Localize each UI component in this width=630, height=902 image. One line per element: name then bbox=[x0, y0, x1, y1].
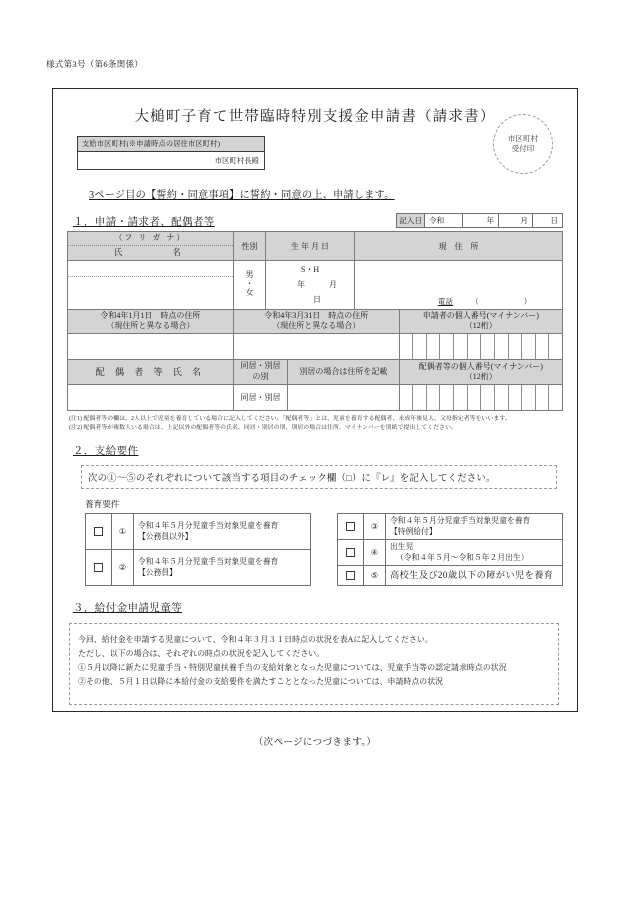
address-jan-header-l2: （現住所と異なる場合） bbox=[106, 321, 195, 331]
telephone-label: 電話 bbox=[437, 296, 454, 306]
reception-seal-circle bbox=[493, 114, 553, 174]
address-mar-header bbox=[233, 309, 399, 334]
name-input[interactable] bbox=[68, 277, 233, 307]
telephone-field[interactable] bbox=[438, 296, 542, 307]
past-address-input-row bbox=[68, 334, 563, 360]
cohabitation-header-l2: の別 bbox=[252, 371, 269, 381]
checkbox-icon[interactable] bbox=[346, 571, 355, 580]
form-sheet bbox=[52, 88, 578, 712]
mynumber-digit-cell[interactable] bbox=[549, 334, 562, 359]
mynumber-digit-cell[interactable] bbox=[427, 334, 441, 359]
cohabitation-header bbox=[233, 360, 287, 385]
checkbox-cell-1[interactable] bbox=[86, 514, 112, 550]
mynumber-digit-cell[interactable] bbox=[481, 334, 495, 359]
checkbox-label-4 bbox=[386, 540, 563, 566]
entry-date-month[interactable]: 月 bbox=[499, 214, 533, 228]
section1-heading: １．申請・請求者、配偶者等 bbox=[73, 217, 215, 228]
mynumber-digit-cell[interactable] bbox=[536, 385, 550, 410]
mynumber-spouse-header-l2: （12桁） bbox=[464, 371, 497, 381]
form-code: 様式第3号（第6条関係） bbox=[46, 59, 144, 69]
name-header: 氏 名 bbox=[113, 247, 187, 257]
section3-line-1: 今回、給付金を申請する児童について、令和４年３月３１日時点の状況を表Aに記入してください。 bbox=[78, 635, 433, 645]
section3-body bbox=[69, 623, 559, 705]
dob-ymd: 年 月 日 bbox=[297, 280, 362, 305]
note-1: (注1) 配偶者等の欄は、2人以上で児童を養育している場合に記入してください。「配偶者等」とは、児童を養育する配偶者、未成年後見人、父母指定者等をいいます。 bbox=[69, 415, 511, 422]
mynumber-digit-cell[interactable] bbox=[440, 334, 454, 359]
checkbox-label-5: 高校生及び20歳以下の障がい児を養育 bbox=[386, 566, 563, 586]
checkbox-label-2-l1: 令和４年５月分児童手当対象児童を養育 bbox=[138, 557, 279, 567]
checkbox-label-3-l1: 令和４年５月分児童手当対象児童を養育 bbox=[390, 516, 531, 526]
mynumber-digit-cell[interactable] bbox=[400, 334, 414, 359]
mynumber-digit-cell[interactable] bbox=[413, 334, 427, 359]
checkbox-table-right bbox=[337, 513, 563, 586]
spouse-name-header: 配 偶 者 等 氏 名 bbox=[68, 360, 234, 385]
checkbox-label-1 bbox=[134, 514, 311, 550]
mynumber-digit-cell[interactable] bbox=[522, 334, 536, 359]
page-title: 大槌町子育て世帯臨時特別支援金申請書（請求書） bbox=[134, 109, 496, 125]
address-jan-header bbox=[68, 309, 234, 334]
mynumber-digit-cell[interactable] bbox=[509, 334, 523, 359]
spouse-header-row bbox=[68, 360, 563, 385]
section2-instruction: 次の①～⑤のそれぞれについて該当する項目のチェック欄（□）に『レ』を記入してください。 bbox=[81, 465, 557, 489]
past-address-header-row bbox=[68, 309, 563, 334]
checkbox-row[interactable] bbox=[338, 540, 563, 566]
mynumber-digit-cell[interactable] bbox=[440, 385, 454, 410]
checkbox-label-1-l1: 令和４年５月分児童手当対象児童を養育 bbox=[138, 521, 279, 531]
checkbox-cell-3[interactable] bbox=[338, 514, 364, 540]
checkbox-columns bbox=[85, 513, 563, 586]
furigana-input[interactable] bbox=[68, 262, 233, 277]
checkbox-row[interactable] bbox=[86, 550, 311, 586]
checkbox-icon[interactable] bbox=[346, 548, 355, 557]
section2-heading: ２．支給要件 bbox=[73, 446, 139, 458]
checkbox-icon[interactable] bbox=[94, 563, 103, 572]
mynumber-digit-cell[interactable] bbox=[509, 385, 523, 410]
municipality-box bbox=[77, 136, 265, 170]
seal-line-1: 市区町村 bbox=[507, 133, 539, 143]
municipality-box-header: 支給市区町村(※申請時点の居住市区町村) bbox=[78, 137, 264, 152]
checkbox-label-4-l1: 出生児 bbox=[390, 542, 414, 552]
telephone-paren: （ ） bbox=[471, 296, 542, 306]
form-inner bbox=[67, 99, 563, 703]
section1-notes bbox=[69, 415, 563, 433]
checkbox-row[interactable] bbox=[86, 514, 311, 550]
municipality-row bbox=[67, 130, 563, 176]
mynumber-digit-cell[interactable] bbox=[495, 334, 509, 359]
checkbox-cell-4[interactable] bbox=[338, 540, 364, 566]
address-mar-header-l1: 令和4年3月31日 時点の住所 bbox=[264, 310, 369, 320]
section1-header-row bbox=[67, 213, 563, 230]
applicant-table bbox=[67, 231, 563, 310]
separate-address-input[interactable] bbox=[288, 384, 399, 410]
section2-sub-label: 養育要件 bbox=[85, 499, 120, 510]
mynumber-applicant-header-l2: （12桁） bbox=[464, 321, 497, 331]
mynumber-digit-cell[interactable] bbox=[413, 385, 427, 410]
mynumber-spouse-header bbox=[399, 360, 562, 385]
entry-date-year[interactable]: 年 bbox=[463, 214, 499, 228]
checkbox-cell-2[interactable] bbox=[86, 550, 112, 586]
note-2: (注2) 配偶者等が複数人いる場合は、上記以外の配偶者等の氏名、同居・別居の別、別居の場合は住所、マイナンバーを別紙で提出してください。 bbox=[69, 424, 457, 431]
checkbox-row[interactable] bbox=[338, 514, 563, 540]
checkbox-row[interactable] bbox=[338, 566, 563, 586]
dob-input-cell[interactable] bbox=[265, 261, 362, 310]
section3-line-3: ①５月以降に新たに児童手当・特別児童扶養手当の支給対象となった児童については、児童手当等の認定請求時点の状況 bbox=[78, 662, 507, 672]
entry-date-table bbox=[396, 213, 563, 228]
checkbox-number-4: ④ bbox=[364, 540, 386, 566]
separate-address-header: 別居の場合は住所を記載 bbox=[288, 360, 399, 385]
mynumber-applicant-header-l1: 申請者の個人番号(マイナンバー) bbox=[422, 310, 539, 320]
checkbox-label-1-l2: 【公務員以外】 bbox=[138, 531, 193, 541]
checkbox-label-3-l2: 【特例給付】 bbox=[390, 526, 437, 536]
checkbox-number-5: ⑤ bbox=[364, 566, 386, 586]
spouse-input-row bbox=[68, 384, 563, 410]
applicant-header-row bbox=[68, 232, 563, 261]
mynumber-digit-cell[interactable] bbox=[522, 385, 536, 410]
checkbox-number-2: ② bbox=[112, 550, 134, 586]
address-mar-header-l2: （現住所と異なる場合） bbox=[272, 321, 361, 331]
mynumber-digit-cell[interactable] bbox=[536, 334, 550, 359]
mynumber-digit-cell[interactable] bbox=[400, 385, 414, 410]
checkbox-label-2 bbox=[134, 550, 311, 586]
mynumber-digit-cell[interactable] bbox=[481, 385, 495, 410]
spouse-table bbox=[67, 359, 563, 411]
section3-line-4: ②その他、５月１日以降に本給付金の支給要件を満たすこととなった児童については、申請時点の状況 bbox=[78, 676, 444, 686]
dob-era: S・H bbox=[300, 265, 320, 274]
entry-date-label: 記入日 bbox=[397, 214, 425, 228]
past-address-table bbox=[67, 309, 563, 361]
address-jan-input[interactable] bbox=[68, 334, 234, 360]
checkbox-icon[interactable] bbox=[346, 522, 355, 531]
address-input-cell[interactable] bbox=[355, 261, 563, 310]
checkbox-table-left bbox=[85, 513, 311, 586]
address-jan-header-l1: 令和4年1月1日 時点の住所 bbox=[100, 310, 201, 320]
address-header: 現 住 所 bbox=[355, 232, 563, 261]
mynumber-digit-cell[interactable] bbox=[468, 385, 482, 410]
section3-heading: ３．給付金申請児童等 bbox=[73, 603, 182, 615]
applicant-input-row bbox=[68, 261, 563, 310]
checkbox-label-3 bbox=[386, 514, 563, 540]
entry-date-day[interactable]: 日 bbox=[533, 214, 563, 228]
furigana-header: （フ リ ガ ナ） bbox=[68, 232, 233, 246]
checkbox-icon[interactable] bbox=[94, 527, 103, 536]
mynumber-digit-cell[interactable] bbox=[454, 334, 468, 359]
address-mar-input[interactable] bbox=[233, 334, 399, 360]
mynumber-applicant-input[interactable] bbox=[399, 334, 562, 360]
entry-date-era[interactable]: 令和 bbox=[425, 214, 463, 228]
continue-notice: （次ページにつづきます。） bbox=[253, 737, 377, 748]
mynumber-spouse-header-l1: 配偶者等の個人番号(マイナンバー) bbox=[418, 361, 543, 371]
checkbox-label-2-l2: 【公務員】 bbox=[138, 567, 177, 577]
dob-header: 生 年 月 日 bbox=[265, 232, 354, 261]
checkbox-number-1: ① bbox=[112, 514, 134, 550]
seal-line-2: 受付印 bbox=[511, 144, 535, 153]
mynumber-applicant-cells[interactable] bbox=[400, 334, 562, 359]
municipality-box-body: 市区町村長殿 bbox=[214, 156, 259, 165]
mynumber-digit-cell[interactable] bbox=[427, 385, 441, 410]
mynumber-applicant-header bbox=[399, 309, 562, 334]
mynumber-digit-cell[interactable] bbox=[549, 385, 562, 410]
mynumber-spouse-cells[interactable] bbox=[400, 385, 562, 410]
mynumber-spouse-input[interactable] bbox=[399, 384, 562, 410]
mynumber-digit-cell[interactable] bbox=[495, 385, 509, 410]
mynumber-digit-cell[interactable] bbox=[468, 334, 482, 359]
sex-value: 男・女 bbox=[244, 270, 254, 298]
cohabitation-value[interactable]: 同居・別居 bbox=[233, 384, 287, 410]
mynumber-digit-cell[interactable] bbox=[454, 385, 468, 410]
checkbox-cell-5[interactable] bbox=[338, 566, 364, 586]
section3-line-2: ただし、以下の場合は、それぞれの時点の状況を記入してください。 bbox=[78, 648, 325, 658]
sex-value-cell[interactable] bbox=[233, 261, 265, 310]
checkbox-label-4-l2: （令和４年５月～令和５年２月出生） bbox=[396, 552, 529, 562]
pledge-statement: 3ページ目の【誓約・同意事項】に誓約・同意の上、申請します。 bbox=[89, 190, 395, 201]
cohabitation-header-l1: 同居・別居 bbox=[240, 361, 281, 371]
name-input-cell[interactable] bbox=[68, 261, 234, 310]
sex-header: 性別 bbox=[233, 232, 265, 261]
checkbox-number-3: ③ bbox=[364, 514, 386, 540]
spouse-name-input[interactable] bbox=[68, 384, 234, 410]
